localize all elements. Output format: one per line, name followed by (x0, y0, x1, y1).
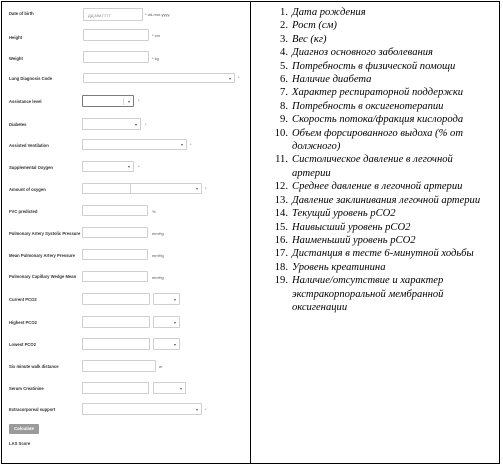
list-item: 19. Наличие/отсутствие и характер экстракорпоральной мембранной оксигенации (274, 275, 444, 313)
list-item: 1. Дата рождения (280, 7, 366, 18)
serum-creatinine-label: Serum Creatinine (9, 386, 44, 391)
list-item: 9. Скорость потока/фракция кислорода (280, 114, 464, 126)
list-item: 2. Рост (см) (280, 20, 337, 32)
highest-pco2-input[interactable] (82, 316, 150, 328)
chevron-down-icon (180, 388, 182, 390)
diabetes-select[interactable] (82, 118, 141, 130)
extracorporeal-support-label: Extracorporeal support (9, 407, 56, 412)
chevron-down-icon (128, 101, 130, 103)
list-item: 15. Наивысший уровень pCO2 (274, 221, 411, 233)
date-of-birth-input[interactable]: ДД.ММ.ГГГГ (83, 8, 143, 21)
pa-mean-input[interactable] (82, 249, 148, 260)
current-pco2-label: Current PCO2 (9, 297, 37, 302)
height-input[interactable] (83, 29, 149, 41)
list-item: 7. Характер респираторной поддержки (280, 87, 464, 99)
weight-unit: * kg (152, 56, 159, 61)
assisted-ventilation-select[interactable] (82, 139, 187, 150)
lowest-pco2-label: Lowest PCO2 (9, 342, 36, 347)
list-item: 5. Потребность в физической помощи (280, 60, 456, 72)
list-item: 17. Дистанция в тесте 6-минутной ходьбы (274, 248, 474, 260)
assisted-ventilation-label: Assisted Ventilation (9, 143, 49, 148)
list-item: 11. Систолическое давление в легочной артерии (275, 154, 453, 179)
chevron-down-icon (229, 78, 231, 80)
height-unit: * cm (152, 33, 160, 38)
supplemental-oxygen-select[interactable] (82, 161, 134, 172)
lowest-pco2-unit-select[interactable] (153, 338, 180, 350)
pcwp-unit: mmHg (152, 275, 164, 280)
list-item: 16. Наименьший уровень pCO2 (274, 234, 416, 246)
height-label: Height (9, 35, 23, 40)
lung-diagnosis-select[interactable] (83, 73, 235, 83)
list-item: 6. Наличие диабета (280, 74, 372, 86)
date-of-birth-hint: * dd-mm-yyyy (145, 12, 170, 17)
pa-systolic-unit: mmHg (152, 231, 164, 236)
oxygen-unit-select[interactable] (130, 183, 202, 194)
list-item: 12. Среднее давление в легочной артерии (274, 181, 463, 193)
pcwp-input[interactable] (82, 271, 148, 282)
fvc-predicted-label: FVC predicted (9, 209, 38, 214)
supplemental-oxygen-label: Supplemental Oxygen (9, 165, 53, 170)
fvc-unit: % (152, 209, 156, 214)
list-item: 13. Давление заклинивания легочной артерии (274, 194, 481, 206)
chevron-down-icon (181, 144, 183, 146)
diabetes-label: Diabetes (9, 122, 27, 127)
highest-pco2-unit-select[interactable] (153, 316, 180, 328)
assistance-level-label: Assistance level (9, 99, 42, 104)
list-item: 4. Диагноз основного заболевания (280, 47, 433, 59)
current-pco2-input[interactable] (82, 293, 150, 305)
lung-diagnosis-label: Lung Diagnosis Code (9, 76, 53, 81)
column-divider (250, 1, 251, 464)
six-minute-walk-label: Six minute walk distance (9, 364, 59, 369)
six-minute-walk-input[interactable] (82, 360, 156, 372)
chevron-down-icon (174, 299, 176, 301)
las-score-label: LAS Score (9, 441, 31, 446)
list-item: 10. Объем форсированного выдоха (% от должного) (274, 127, 464, 153)
extracorporeal-support-select[interactable] (82, 403, 202, 415)
pa-mean-unit: mmHg (152, 253, 164, 258)
list-item: 18. Уровень креатинина (274, 261, 386, 273)
list-item: 3. Вес (кг) (280, 33, 327, 45)
pcwp-label: Pulmonary Capillary Wedge Mean (9, 274, 77, 279)
list-item: 8. Потребность в оксигенотерапии (280, 100, 444, 112)
lowest-pco2-input[interactable] (82, 338, 150, 350)
chevron-down-icon (174, 344, 176, 346)
pa-systolic-label: Pulmonary Artery Systolic Pressure (9, 231, 81, 236)
assistance-level-select[interactable] (82, 95, 134, 107)
pa-mean-label: Mean Pulmonary Artery Pressure (9, 253, 75, 258)
amount-of-oxygen-label: Amount of oxygen (9, 187, 46, 192)
serum-creatinine-unit-select[interactable] (153, 382, 186, 394)
list-item: 14. Текущий уровень pCO2 (274, 208, 396, 220)
translation-list (258, 6, 494, 314)
weight-input[interactable] (83, 51, 149, 63)
serum-creatinine-input[interactable] (82, 382, 149, 394)
six-minute-walk-unit: m (159, 364, 163, 369)
chevron-down-icon (196, 188, 198, 190)
calculate-button[interactable]: Calculate (9, 424, 39, 434)
highest-pco2-label: Highest PCO2 (9, 320, 37, 325)
las-form: Date of birth ДД.ММ.ГГГГ * dd-mm-yyyy Height * cm Weight * kg Lung Diagnosis Code * Assistance level * Diabetes * Assisted Ventilation * Supplemental Oxygen * Amount of oxygen * FVC predicted % Pulmonary Artery Systolic Pressure mmHg Mean Pulmonary Artery Pressure mmHg Pulmonary Capillary Wedge Mean mmHg Current PCO2 Highest PCO2 Lowest PCO2 Six minute walk distance m Serum Creatinine Extracorporeal support * Calculate LAS Score (0, 0, 250, 467)
pa-systolic-input[interactable] (82, 227, 148, 238)
fvc-predicted-input[interactable] (82, 205, 148, 216)
chevron-down-icon (135, 124, 137, 126)
chevron-down-icon (128, 166, 130, 168)
weight-label: Weight (9, 56, 23, 61)
date-of-birth-label: Date of birth (9, 11, 34, 16)
chevron-down-icon (196, 409, 198, 411)
current-pco2-unit-select[interactable] (153, 293, 180, 305)
chevron-down-icon (174, 322, 176, 324)
